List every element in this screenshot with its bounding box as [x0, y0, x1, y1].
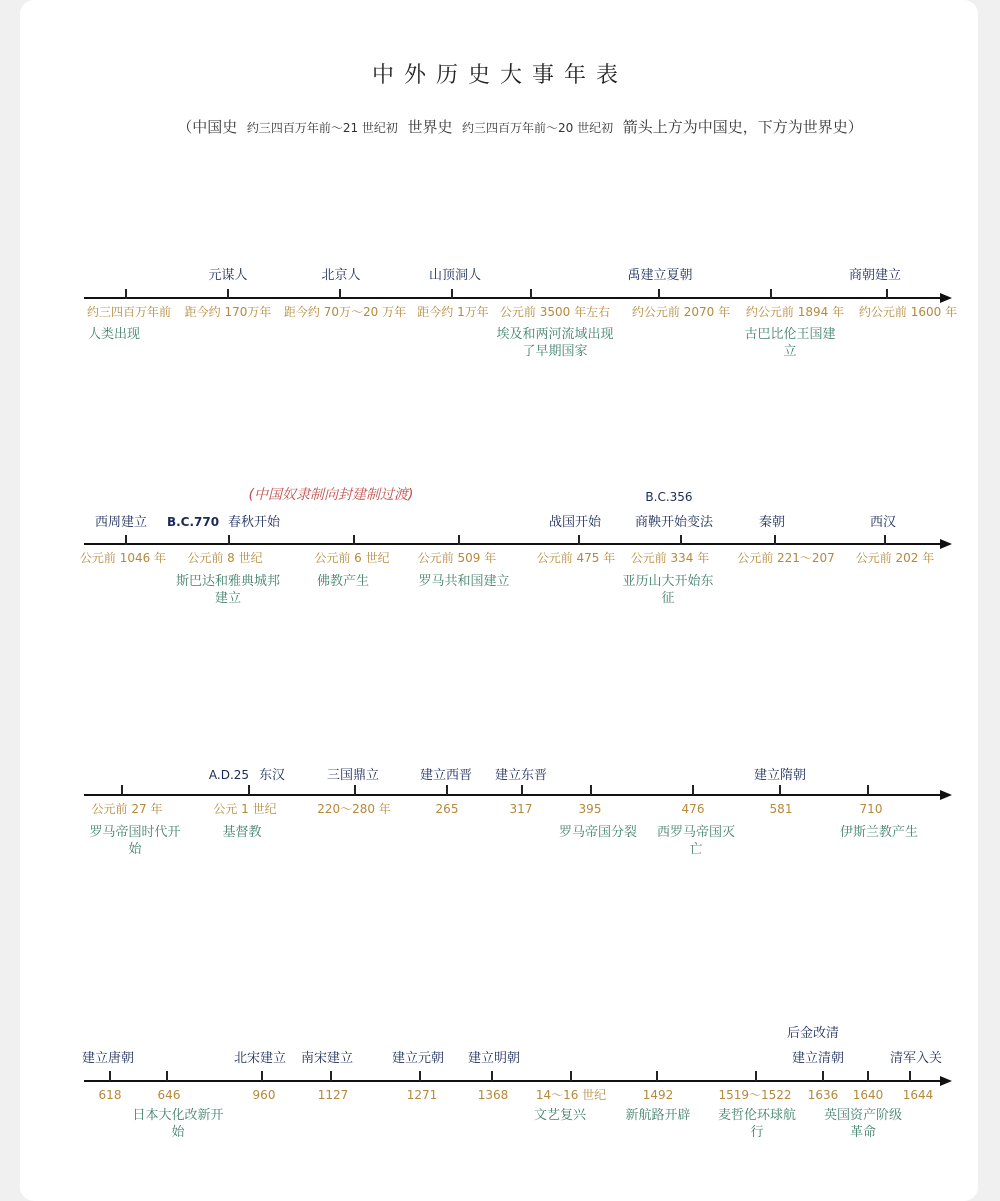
tick	[909, 1071, 911, 1081]
tick	[491, 1071, 493, 1081]
china-event: 商鞅开始变法	[634, 515, 714, 530]
china-event: 东汉	[258, 768, 286, 783]
world-event: 罗马共和国建立	[418, 574, 510, 589]
china-event: 西汉	[869, 515, 897, 530]
subtitle-part: （中国史	[177, 118, 238, 136]
timeline-axis	[84, 297, 942, 299]
china-event: 禹建立夏朝	[627, 268, 693, 283]
tick	[656, 1071, 658, 1081]
world-event: 日本大化改新开始	[132, 1108, 224, 1140]
china-event: 建立东晋	[494, 768, 548, 783]
tick	[680, 535, 682, 545]
date-label: 公元前 202 年	[855, 551, 935, 565]
arrow-head-icon	[940, 790, 952, 800]
document-page	[20, 0, 978, 1201]
date-label: 14～16 世纪	[535, 1088, 607, 1102]
date-label: 646	[157, 1088, 181, 1102]
tick	[458, 535, 460, 545]
tick	[125, 535, 127, 545]
date-label: 1519～1522	[718, 1088, 792, 1102]
tick	[166, 1071, 168, 1081]
date-label: 公元前 509 年	[417, 551, 497, 565]
date-label: 476	[681, 802, 705, 816]
world-event: 埃及和两河流域出现了早期国家	[496, 327, 614, 359]
tick	[755, 1071, 757, 1081]
timeline-axis	[84, 543, 942, 545]
world-event: 西罗马帝国灭亡	[656, 825, 735, 857]
date-label: 1640	[852, 1088, 884, 1102]
tick	[884, 535, 886, 545]
tick	[261, 1071, 263, 1081]
world-event: 麦哲伦环球航行	[717, 1108, 796, 1140]
tick	[227, 289, 229, 299]
china-event: 北京人	[321, 268, 361, 283]
tick	[867, 1071, 869, 1081]
world-event: 伊斯兰教产生	[839, 825, 919, 840]
china-event: 山顶洞人	[428, 268, 482, 283]
date-label: 公元前 3500 年左右	[499, 305, 611, 319]
date-label: 1644	[902, 1088, 934, 1102]
tick	[886, 289, 888, 299]
tick	[330, 1071, 332, 1081]
china-event: 春秋开始	[227, 515, 281, 530]
tick	[867, 785, 869, 795]
world-event: 英国资产阶级革命	[823, 1108, 902, 1140]
date-label: 公元前 475 年	[536, 551, 616, 565]
date-label: 公元前 6 世纪	[314, 551, 390, 565]
china-event: 后金改清	[786, 1026, 840, 1041]
date-label: 公元前 1046 年	[79, 551, 167, 565]
china-date-note: B.C.770	[166, 515, 220, 529]
date-label: 约公元前 1894 年	[745, 305, 845, 319]
date-label: 220～280 年	[317, 802, 391, 816]
tick	[779, 785, 781, 795]
date-label: 1271	[406, 1088, 438, 1102]
tick	[692, 785, 694, 795]
tick	[248, 785, 250, 795]
date-label: 1127	[317, 1088, 349, 1102]
world-event: 斯巴达和雅典城邦建立	[175, 574, 280, 606]
tick	[770, 289, 772, 299]
subtitle-part: 约三四百万年前～20 世纪初	[462, 121, 614, 135]
tick	[530, 289, 532, 299]
china-event: 建立西晋	[419, 768, 473, 783]
date-label: 距今约 70万～20 万年	[283, 305, 407, 319]
world-event: 罗马帝国时代开始	[89, 825, 181, 857]
world-event: 文艺复兴	[533, 1108, 587, 1123]
subtitle-part: 世界史	[407, 118, 453, 136]
subtitle-part: 约三四百万年前～21 世纪初	[246, 121, 398, 135]
tick	[521, 785, 523, 795]
tick	[353, 535, 355, 545]
china-event: 建立隋朝	[753, 768, 807, 783]
date-label: 710	[859, 802, 883, 816]
date-label: 1368	[477, 1088, 509, 1102]
timeline-4	[0, 1026, 1000, 1140]
world-event: 古巴比伦王国建立	[744, 327, 836, 359]
tick	[354, 785, 356, 795]
arrow-head-icon	[940, 293, 952, 303]
subtitle-part: 箭头上方为中国史，下方为世界史）	[622, 118, 863, 136]
china-event: 南宋建立	[300, 1051, 354, 1066]
china-event: 三国鼎立	[326, 768, 380, 783]
date-label: 约三四百万年前	[86, 305, 172, 319]
world-event: 新航路开辟	[625, 1108, 691, 1123]
date-label: 265	[435, 802, 459, 816]
china-event: 建立明朝	[467, 1051, 521, 1066]
world-event: 佛教产生	[316, 574, 370, 589]
tick	[570, 1071, 572, 1081]
tick	[419, 1071, 421, 1081]
timeline-axis	[84, 794, 942, 796]
china-event: 北宋建立	[233, 1051, 287, 1066]
arrow-head-icon	[940, 539, 952, 549]
date-label: 公元前 334 年	[630, 551, 710, 565]
date-label: 317	[509, 802, 533, 816]
china-event: 战国开始	[548, 515, 602, 530]
page-subtitle	[0, 116, 1000, 137]
date-label: 1636	[807, 1088, 839, 1102]
china-event: 商朝建立	[848, 268, 902, 283]
china-event: 元谋人	[208, 268, 248, 283]
china-event: 秦朝	[758, 515, 786, 530]
tick	[658, 289, 660, 299]
tick	[125, 289, 127, 299]
world-event: 人类出现	[87, 327, 141, 342]
china-event: 清军入关	[889, 1051, 943, 1066]
china-date-note: A.D.25	[208, 768, 250, 782]
tick	[109, 1071, 111, 1081]
date-label: 395	[578, 802, 602, 816]
world-event: 罗马帝国分裂	[558, 825, 638, 840]
date-label: 960	[252, 1088, 276, 1102]
china-event: 西周建立	[94, 515, 148, 530]
tick	[822, 1071, 824, 1081]
tick	[590, 785, 592, 795]
date-label: 618	[98, 1088, 122, 1102]
date-label: 距今约 1万年	[417, 305, 489, 319]
tick	[339, 289, 341, 299]
date-label: 公元前 8 世纪	[187, 551, 263, 565]
china-date-note: B.C.356	[645, 490, 693, 504]
tick	[774, 535, 776, 545]
date-label: 公元 1 世纪	[213, 802, 277, 816]
tick	[578, 535, 580, 545]
world-event: 亚历山大开始东征	[622, 574, 714, 606]
period-note: (中国奴隶制向封建制过渡)	[248, 487, 414, 503]
date-label: 公元前 27 年	[91, 802, 163, 816]
tick	[228, 535, 230, 545]
china-event: 建立元朝	[391, 1051, 445, 1066]
date-label: 距今约 170万年	[184, 305, 272, 319]
date-label: 1492	[642, 1088, 674, 1102]
china-event: 建立清朝	[791, 1051, 845, 1066]
date-label: 公元前 221～207	[737, 551, 835, 565]
date-label: 581	[769, 802, 793, 816]
china-event: 建立唐朝	[81, 1051, 135, 1066]
tick	[451, 289, 453, 299]
date-label: 约公元前 2070 年	[631, 305, 731, 319]
timeline-1	[0, 268, 1000, 359]
page-title: 中外历史大事年表	[371, 63, 628, 88]
date-label: 约公元前 1600 年	[858, 305, 958, 319]
world-event: 基督教	[222, 825, 262, 840]
timeline-2	[0, 487, 1000, 606]
tick	[446, 785, 448, 795]
tick	[121, 785, 123, 795]
timeline-axis	[84, 1080, 942, 1082]
arrow-head-icon	[940, 1076, 952, 1086]
timeline-3	[0, 768, 1000, 857]
